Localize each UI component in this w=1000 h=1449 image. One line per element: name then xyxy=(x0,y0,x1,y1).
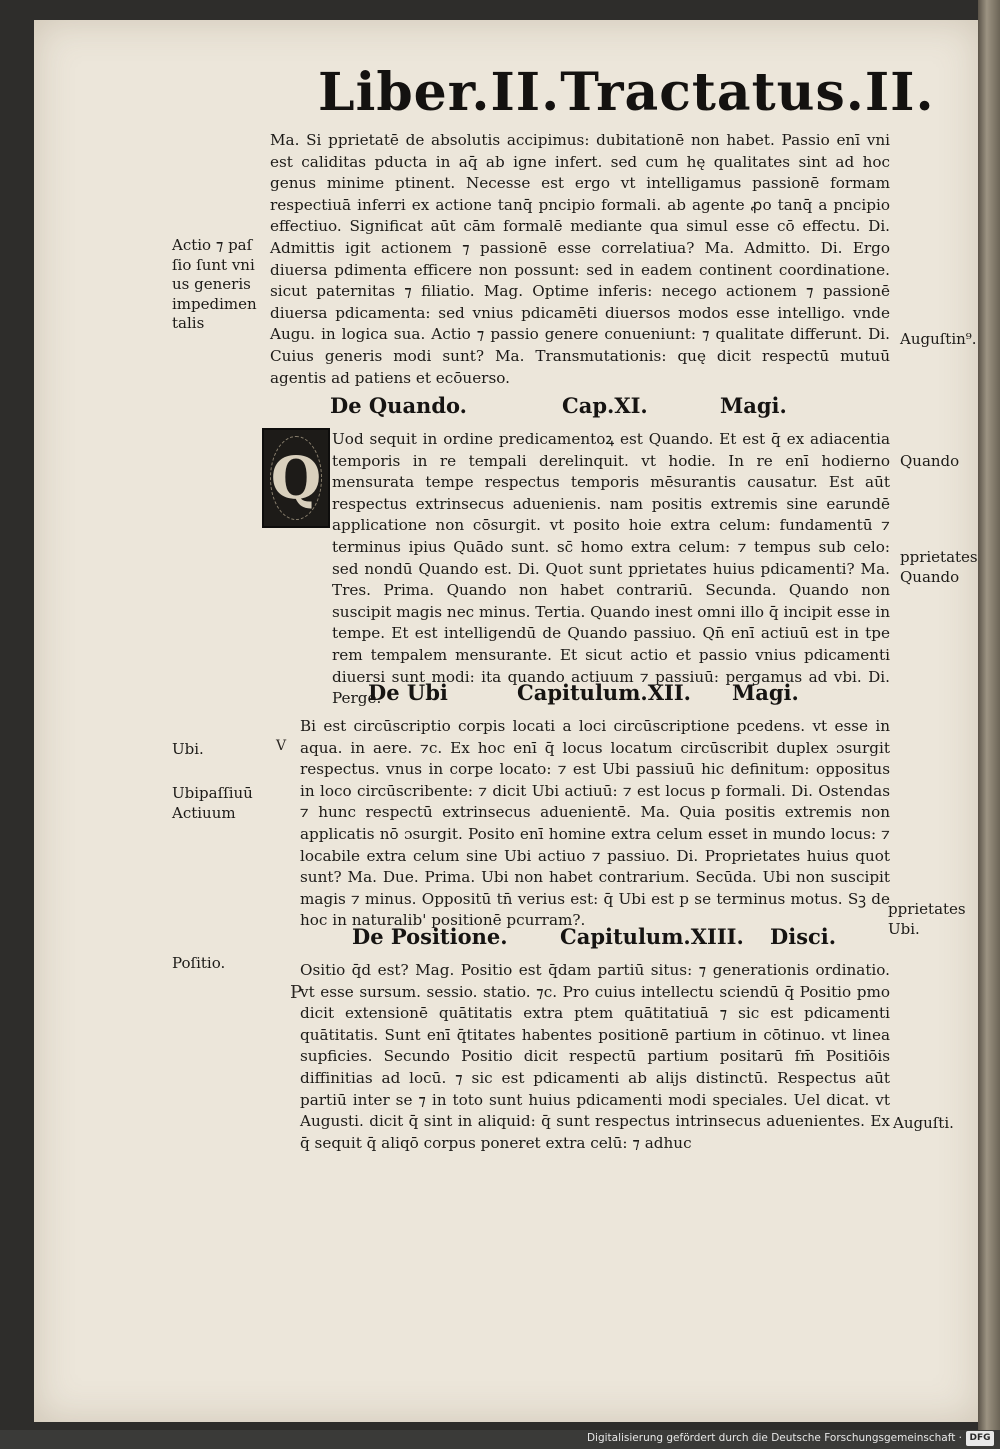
book-gutter xyxy=(978,0,1000,1430)
footer-credit: Digitalisierung gefördert durch die Deutsche Forschungsgemeinschaft · xyxy=(586,1432,962,1444)
margin-note-quando: Quando xyxy=(900,452,960,470)
margin-note-ubi-passiuum: Ubipaſſiuū Actiuum xyxy=(172,784,253,822)
paragraph-ubi: Bi est circūscriptio corpis locati a loci circūscriptione pcedens. vt esse in aqua. in aere. ⁊c. Ex hoc enī q̄ locus locatum circūscribit duplex ɔsurgit respectus. vnus in corpe locato: ⁊ est Ubi passiuū hic definitum: oppositus in loco circūscribente: ⁊ dicit Ubi actiuū: ⁊ est locus p formali. Di. Ostendas ⁊ hunc respectū extrinsecus aduenientē. Ma. Quia positis extremis non applicatis nō ɔsurgit. Posito enī homine extra celum esset in mundo locus: ⁊ locabile extra celum sine Ubi actiuo ⁊ passiuo. Di. Proprietates huius quot sunt? Ma. Due. Prima. Ubi non habet contrarium. Secūda. Ubi non suscipit magis ⁊ minus. Oppositū tn̄ verius est: q̄ Ubi est p se terminus motus. Sꝫ de hoc in naturalib' positionē pcurram?. xyxy=(300,717,890,930)
lead-letter-ubi: V xyxy=(276,738,287,754)
heading-positio-chapter: Capitulum.XIII. xyxy=(560,924,744,949)
dfg-logo: DFG xyxy=(966,1431,994,1446)
heading-ubi-chapter: Capitulum.XII. xyxy=(517,680,691,705)
heading-ubi-speaker: Magi. xyxy=(732,680,799,705)
heading-positio-title: De Positione. xyxy=(352,924,508,949)
paragraph-quando-text: Uod sequit in ordine predicamentoꝝ est Quando. Et est q̄ ex adiacentia temporis in re tempali derelinquit. vt hodie. In re enī hodierno mensurata tempe respectus temporis mēsurantis causatur. Est aūt respectus extrinsecus aduenienis. nam positis extremis sine earundē applicatione non cōsurgit. vt posito hoie extra celum: fundamentū ⁊ terminus ipius Quādo sunt. sc̄ homo extra celum: ⁊ tempus sub celo: sed nondū Quando est. Di. Quot sunt pprietates huius pdicamenti? Ma. Tres. Prima. Quando non habet contrariū. Secunda. Quando non suscipit magis nec minus. Tertia. Quando inest omni illo q̄ incipit esse in tempe. Et est intelligendū de Quando passiuo. Qn̄ enī actiuū est in tpe rem tempalem mensurante. Et sicut actio et passio vnius pdicamenti diuersi sunt modi: ita quando actiuum ⁊ passiuū: pergamus ad vbi. Di. Perge. xyxy=(332,430,890,708)
running-title: Liber.II.Tractatus.II. xyxy=(318,62,935,123)
lead-letter-positio: P xyxy=(290,982,303,1003)
heading-quando-chapter: Cap.XI. xyxy=(562,393,648,418)
margin-note-actio-passio: Actio ⁊ paſ ſio ſunt vni us generis impedimen talis xyxy=(172,236,257,332)
initial-letter: Q xyxy=(270,444,322,512)
paragraph-passio: Ma. Si pprietatē de absolutis accipimus: dubitationē non habet. Passio enī vni est caliditas pducta in aq̄ ab igne infert. sed cum hę qualitates sint ad hoc genus minime ptinent. Necesse est ergo vt intelligamus passionē formam respectiuā inferri ex actione tanq̄ pncipio formali. ab agente ꝓo tanq̄ a pncipio effectiuo. Significat aūt cām formalē mediante qua simul esse cō effectu. Di. Admittis igit actionem ⁊ passionē esse correlatiua? Ma. Admitto. Di. Ergo diuersa pdimenta efficere non possunt: sed in eadem continent coordinatione. sicut paternitas ⁊ filiatio. Mag. Optime inferis: necego actionem ⁊ passionē diuersa pdicamenta: sed vnius pdicamēti diuersos modos esse intelligo. vnde Augu. in logica sua. Actio ⁊ passio genere conueniunt: ⁊ qualitate differunt. Di. Cuius generis modi sunt? Ma. Transmutationis: quę dicit respectū mutuū agentis ad patiens et ecōuerso. xyxy=(270,131,890,387)
heading-ubi-title: De Ubi xyxy=(368,680,448,705)
margin-note-pprietates-quando: pprietates Quando xyxy=(900,548,978,586)
margin-note-augusti: Auguſti. xyxy=(893,1114,954,1132)
margin-note-ubi: Ubi. xyxy=(172,740,204,758)
paragraph-positio: Ositio q̄d est? Mag. Positio est q̄dam partiū situs: ⁊ generationis ordinatio. vt esse sursum. sessio. statio. ⁊c. Pro cuius intellectu sciendū q̄ Positio pmo dicit extensionē quātitatis extra ptem quātitatiuā ⁊ sic est pdicamenti quātitatis. Sunt enī q̄titates habentes positionē partium in cōtinuo. vt linea supficies. Secundo Positio dicit respectū partium positarū fm̄ Positiōis diffinitias ad locū. ⁊ sic est pdicamenti ab alijs distinctū. Respectus aūt partiū inter se ⁊ in toto sunt huius pdicamenti modi speciales. Uel dicat. vt Augusti. dicit q̄ sint in aliquid: q̄ sunt respectus intrinsecus aduenientes. Ex q̄ sequit q̄ aliqō corpus poneret extra celū: ⁊ adhuc xyxy=(300,961,890,1152)
margin-note-augustin: Auguſtin⁹. xyxy=(900,330,977,348)
heading-quando-speaker: Magi. xyxy=(720,393,787,418)
margin-note-pprietates-ubi: pprietates Ubi. xyxy=(888,900,966,938)
decorated-initial xyxy=(262,428,330,528)
margin-note-positio: Poſitio. xyxy=(172,954,226,972)
heading-positio-speaker: Disci. xyxy=(770,924,837,949)
heading-quando-title: De Quando. xyxy=(330,393,467,418)
